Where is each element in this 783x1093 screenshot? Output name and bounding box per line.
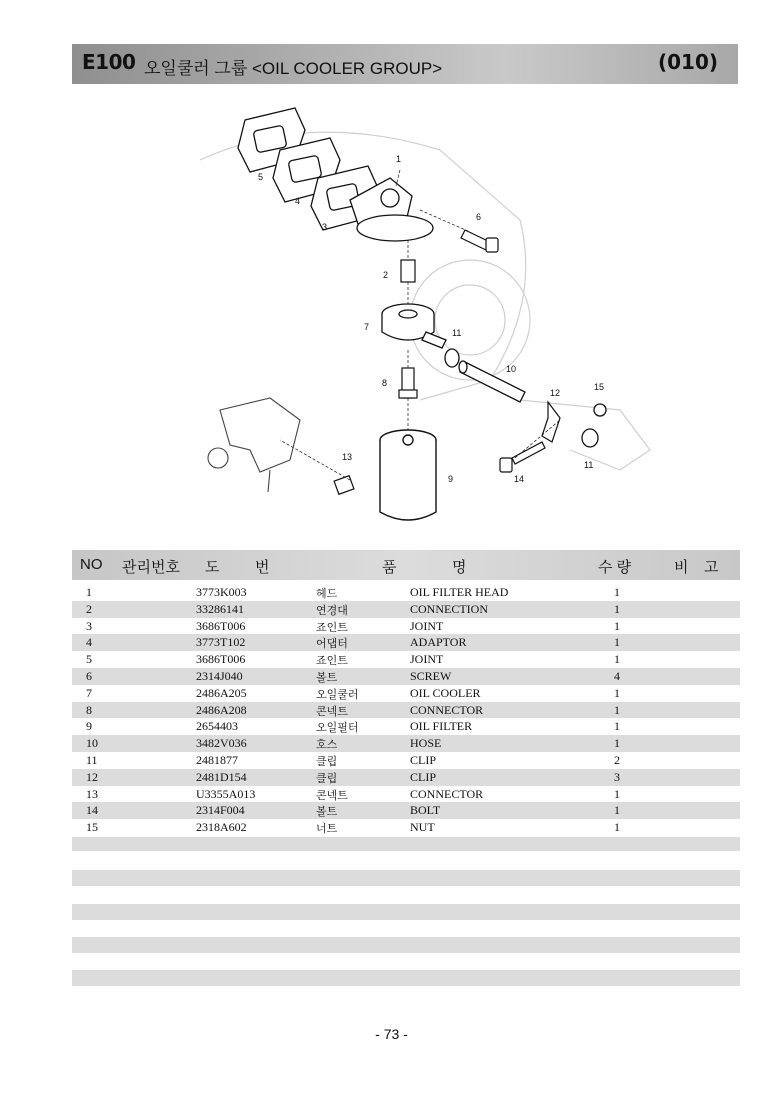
korean-name: 볼트	[316, 670, 338, 684]
header-name-p: 품	[382, 559, 397, 576]
part-number: 2314J040	[196, 668, 243, 683]
row-number: 2	[86, 601, 92, 616]
row-number: 8	[86, 702, 92, 717]
quantity: 1	[614, 635, 620, 650]
table-row	[72, 819, 740, 836]
callout-1: 1	[396, 154, 402, 164]
header-note-g: 고	[704, 559, 719, 576]
quantity: 1	[614, 685, 620, 700]
row-number: 7	[86, 685, 92, 700]
table-row	[72, 651, 740, 668]
english-name: CLIP	[410, 752, 437, 767]
row-number: 11	[86, 752, 98, 767]
header-no: NO	[80, 556, 103, 573]
row-number: 1	[86, 585, 92, 599]
row-number: 3	[86, 618, 92, 633]
english-name: CONNECTOR	[410, 786, 484, 801]
english-name: CLIP	[410, 769, 437, 784]
table-row	[72, 685, 740, 702]
callout-12: 12	[550, 388, 561, 398]
part-number: 2486A208	[196, 702, 247, 717]
english-name: JOINT	[410, 652, 444, 667]
callout-3: 3	[322, 222, 328, 232]
part-number: 2486A205	[196, 685, 247, 700]
page-header	[72, 44, 738, 84]
row-number: 6	[86, 668, 92, 683]
part-number: 3773T102	[196, 635, 246, 650]
english-name: JOINT	[410, 618, 444, 633]
group-code: (010)	[657, 50, 718, 74]
page-number: - 73 -	[375, 1026, 408, 1042]
english-name: SCREW	[410, 668, 452, 683]
part-number: 2318A602	[196, 820, 247, 835]
row-number: 14	[86, 803, 98, 818]
english-name: OIL FILTER HEAD	[410, 585, 509, 599]
table-row	[72, 735, 740, 752]
header-part-b: 번	[255, 559, 270, 576]
row-number: 15	[86, 820, 98, 835]
callout-13: 13	[342, 452, 353, 462]
korean-name: 클립	[316, 771, 338, 785]
callout-8: 8	[382, 378, 388, 388]
quantity: 4	[614, 668, 620, 683]
row-number: 5	[86, 652, 92, 667]
header-part-d: 도	[205, 559, 220, 576]
quantity: 1	[614, 585, 620, 599]
callout-4: 4	[295, 196, 301, 206]
header-note-b: 비	[674, 559, 689, 576]
group-title: 오일쿨러 그룹 <OIL COOLER GROUP>	[144, 59, 443, 78]
korean-name: 연경대	[316, 603, 348, 617]
table-row	[72, 668, 740, 685]
korean-name: 콘넥트	[316, 788, 348, 802]
table-row	[72, 601, 740, 618]
korean-name: 오일쿨러	[316, 687, 359, 701]
callout-11-b: 11	[584, 460, 594, 470]
english-name: ADAPTOR	[410, 635, 467, 650]
part-number: 3686T006	[196, 652, 246, 667]
quantity: 1	[614, 820, 620, 835]
table-blank-band	[72, 904, 740, 920]
table-row	[72, 786, 740, 803]
part-number: 2314F004	[196, 803, 245, 818]
parts-table-body	[72, 584, 740, 836]
quantity: 2	[614, 752, 620, 767]
quantity: 1	[614, 601, 620, 616]
korean-name: 호스	[316, 738, 338, 752]
part-number: 2481877	[196, 752, 238, 767]
quantity: 3	[614, 769, 620, 784]
row-number: 9	[86, 719, 92, 734]
row-number: 12	[86, 769, 98, 784]
table-row	[72, 634, 740, 651]
part-number: 3482V036	[196, 736, 247, 751]
callout-7: 7	[364, 322, 370, 332]
row-number: 10	[86, 736, 98, 751]
korean-name: 오일필터	[316, 721, 359, 735]
english-name: NUT	[410, 820, 435, 835]
header-mgmt-number: 관리번호	[122, 559, 180, 576]
part-number: 2654403	[196, 719, 238, 734]
header-name-m: 명	[452, 559, 467, 576]
table-blank-band	[72, 837, 740, 851]
english-name: CONNECTION	[410, 601, 488, 616]
table-row	[72, 752, 740, 769]
table-row	[72, 584, 740, 601]
korean-name: 어댑터	[316, 637, 348, 651]
callout-5: 5	[258, 172, 264, 182]
quantity: 1	[614, 652, 620, 667]
table-row	[72, 702, 740, 719]
quantity: 1	[614, 786, 620, 801]
quantity: 1	[614, 803, 620, 818]
part-number: U3355A013	[196, 786, 256, 801]
callout-11-a: 11	[452, 328, 462, 338]
korean-name: 죠인트	[316, 654, 348, 668]
callout-15: 15	[594, 382, 605, 392]
row-number: 13	[86, 786, 98, 801]
header-qty: 수 량	[598, 559, 632, 576]
english-name: OIL COOLER	[410, 685, 481, 700]
korean-name: 클립	[316, 754, 338, 768]
english-name: CONNECTOR	[410, 702, 484, 717]
quantity: 1	[614, 618, 620, 633]
english-name: OIL FILTER	[410, 719, 473, 734]
korean-name: 볼트	[316, 805, 338, 819]
callout-2: 2	[383, 270, 389, 280]
table-blank-band	[72, 937, 740, 953]
quantity: 1	[614, 702, 620, 717]
korean-name: 죠인트	[316, 620, 348, 634]
english-name: HOSE	[410, 736, 442, 751]
table-row	[72, 802, 740, 819]
korean-name: 콘넥트	[316, 704, 348, 718]
part-number: 3686T006	[196, 618, 246, 633]
korean-name: 너트	[316, 822, 338, 836]
table-blank-band	[72, 970, 740, 986]
callout-10: 10	[506, 364, 517, 374]
table-row	[72, 769, 740, 786]
callout-14: 14	[514, 474, 525, 484]
part-number: 3773K003	[196, 585, 247, 599]
callout-6: 6	[476, 212, 482, 222]
exploded-parts-diagram	[190, 100, 670, 530]
korean-name: 헤드	[316, 587, 338, 600]
part-number: 2481D154	[196, 769, 247, 784]
part-number: 33286141	[196, 601, 244, 616]
quantity: 1	[614, 736, 620, 751]
parts-table-header	[72, 550, 740, 580]
row-number: 4	[86, 635, 92, 650]
table-row	[72, 618, 740, 635]
table-row	[72, 718, 740, 735]
model-code: E100	[82, 50, 136, 74]
table-blank-band	[72, 870, 740, 886]
quantity: 1	[614, 719, 620, 734]
english-name: BOLT	[410, 803, 441, 818]
callout-9: 9	[448, 474, 454, 484]
